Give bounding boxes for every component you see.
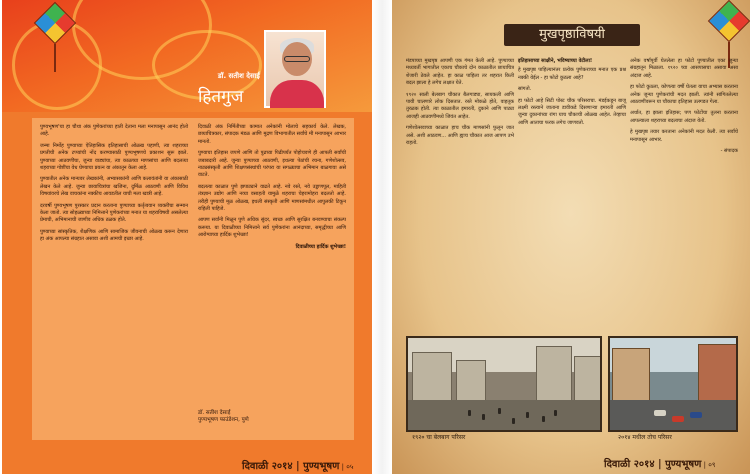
kite-icon	[708, 0, 750, 42]
paragraph: जन्मा निर्मोह पुण्याच्या ऐतिहासिक इतिहासाची ओळख पहाणी, त्या शहराच्या प्रगतीची अनेक टप्प्यांची नोंद करण्यासाठी पुण्यभूषणचे प्रकाशन सुरू झाले. पुण्याच्या आठवणींचा, जुन्या वाड्यांचा, त्या काळच्या माणसांचा आणि बदलत्या शहराच्या गोष्टींचा वेध घेण्याचा प्रयत्न या अंकातून केला आहे.	[40, 142, 188, 172]
text-column-3	[630, 58, 738, 155]
paragraph: हा फोटो आहे सिटी पोस्ट चौक परिसराचा. मंडईकडून बाजू लक्ष्मी रस्त्याने जाताना डावीकडे दिसणाऱ्या इमारती आणि जुन्या दुकानांच्या रांगा याच चौकाची ओळख आहेत. तेव्हाचा आणि आताचा फरक लगेच जाणवतो.	[518, 97, 626, 126]
subheading: इतिहासाच्या साक्षीने, भविष्याच्या वेटीला!	[518, 58, 593, 64]
paragraph: मंडपाच्या मुखपृष्ठ आपणी एक गंमत केली आहे. पुण्याच्या मध्यवर्ती भागातील एकाच चौकाचे दोन काळातील छायाचित्र शेजारी ठेवले आहेत. हा काळ पाहिला तर शहरात किती बदल झाला हे लगेच लक्षात येते.	[406, 58, 514, 87]
paragraph: पुण्याच्या सांस्कृतिक, शैक्षणिक आणि सामाजिक जीवनाची ओळख करून देणारा हा अंक आपल्या संग्रहात असावा अशी आमची इच्छा आहे.	[40, 228, 188, 243]
signature-org: पुण्यभूषण फाउंडेशन, पुणे	[198, 417, 249, 423]
author-photo	[264, 30, 326, 108]
editor-signature: - संपादक	[720, 148, 738, 155]
paragraph: हे मुखपृष्ठ पाहिल्यानंतर प्रत्येक पुणेकराच्या मनात एक प्रश्न नक्की येईल - हा फोटो कुठला आहे?	[518, 67, 626, 81]
modern-street-photo	[608, 336, 738, 432]
paragraph: पुण्याचा इतिहास जपणे आणि तो पुढच्या पिढीपर्यंत पोहोचवणे ही आपली सर्वांची जबाबदारी आहे. जुन्या पुण्याच्या आठवणी, इथल्या पेठांची रचना, गणेशोत्सव, नाट्यसंस्कृती आणि शिक्षणसंस्थांची परंपरा या सगळ्याचा अभिमान बाळगावा असे वाटते.	[198, 150, 346, 179]
magazine-name: दिवाळी २०१४ | पुण्यभूषण	[604, 459, 702, 470]
historic-street-photo	[406, 336, 602, 432]
page-gutter	[372, 0, 392, 474]
page-footer	[604, 456, 716, 470]
magazine-name: दिवाळी २०१४ | पुण्यभूषण	[242, 461, 340, 472]
section-title: हितगुज	[198, 87, 244, 107]
left-page	[2, 0, 372, 474]
text-column-1	[406, 58, 514, 151]
page-title: मुखपृष्ठाविषयी	[504, 24, 640, 46]
text-column-2	[198, 124, 346, 255]
paragraph: पुण्यातील अनेक मान्यवर लेखकांनी, अभ्यासकांनी आणि कलावंतांनी या अंकासाठी लेखन केले आहे. जुन्या छायाचित्रांचा खजिना, दुर्मिळ आठवणी आणि विविध विषयांवरचे लेख वाचकांना नक्कीच आवडतील याची मला खात्री आहे.	[40, 176, 188, 198]
paragraph: १९२० साली बेलबाग चौकात बैलगाड्या, सायकली आणि पायी चालणारे लोक दिसतात. रस्ते मोकळे होते, वाहतूक तुरळक होती. त्या काळातील इमारती, दुकाने आणि पाट्या आजही आठवणींमध्ये जिवंत आहेत.	[406, 91, 514, 120]
photo-caption: १९२० चा बेलबाग परिसर	[412, 434, 466, 441]
paragraph: हा फोटो कुठला, कोणत्या वर्षी घेतला याचा अभ्यास करताना अनेक जुन्या पुणेकरांची मदत झाली. त्यांनी सांगितलेल्या आठवणींवरून या चौकाचा इतिहास उलगडत गेला.	[630, 84, 738, 106]
paragraph: गणेशोत्सवाच्या काळात हाच चौक माणसांनी फुलून जात असे. अशी आठवण... आणि ह्याच चौकात आज आपण उभे राहतो.	[406, 125, 514, 147]
greeting: दिवाळीच्या हार्दिक शुभेच्छा!	[295, 243, 346, 250]
right-page	[392, 0, 750, 474]
paragraph: हे मुखपृष्ठ तयार करताना अनेकांनी मदत केली. त्या सर्वांचे मनापासून आभार.	[630, 129, 738, 143]
page-number: | ०५	[341, 463, 354, 471]
signature-name: डॉ. सतीश देसाई	[198, 410, 231, 416]
signature	[198, 410, 348, 424]
page-number: | ०९	[703, 461, 716, 469]
kite-tail	[54, 44, 56, 72]
text-column-2	[518, 58, 626, 131]
paragraph: पुण्यभूषण'चा हा चौथा अंक पुणेकरांच्या हाती देताना मला मनापासून आनंद होतो आहे.	[40, 124, 188, 138]
author-caption: डॉ. सतीश देसाई	[217, 72, 260, 80]
paragraph: सांगतो.	[518, 86, 532, 93]
photo-caption: २०१४ मधील तोच परिसर	[618, 434, 672, 441]
page-footer	[242, 458, 354, 472]
paragraph: दिवाळी अंक निर्मितीच्या कामात अनेकांनी मोलाचे सहकार्य केले. लेखक, छायाचित्रकार, संपादक मंडळ आणि मुद्रण विभागातील सर्वांचे मी मनापासून आभार मानतो.	[198, 124, 346, 145]
paragraph: अर्थात, हा झाला इतिहास; पण फोटोंचा तुलना करताना आपल्याला शहराच्या बदलाचा अंदाज येतो.	[630, 110, 738, 124]
paragraph: आपण सर्वांनी मिळून पुणे अधिक सुंदर, स्वच्छ आणि सुरक्षित बनवण्याचा संकल्प करूया. या दिवाळीच्या निमित्ताने सर्व पुणेकरांना आनंदाच्या, समृद्धीच्या आणि आरोग्याच्या हार्दिक शुभेच्छा!	[198, 217, 346, 239]
paragraph: अनेक वर्षांपूर्वी घेतलेला हा फोटो पुण्यातील एका जुन्या संग्रहातून मिळाला. १९२० च्या आसपासचा असावा असा अंदाज आहे.	[630, 58, 738, 79]
text-column-1	[40, 124, 188, 248]
paragraph: बदलत्या काळात पुणे झपाट्याने वाढते आहे. नवे रस्ते, नवे उड्डाणपूल, माहिती तंत्रज्ञान उद्योग आणि नव्या वसाहती यामुळे शहराचा चेहरामोहरा बदलतो आहे. तरीही पुण्याची मूळ ओळख, इथली संस्कृती आणि माणसांमधील आपुलकी टिकून राहिली पाहिजे.	[198, 183, 346, 213]
paragraph: दरवर्षी पुण्यभूषण पुरस्कार प्रदान करताना पुण्याच्या कर्तृत्ववान व्यक्तींचा सन्मान केला जातो. त्या सोहळ्याच्या निमित्ताने पुणेकरांच्या मनात या शहराविषयी असलेल्या प्रेमाची, अभिमानाची जाणीव अधिक ठळक होते.	[40, 202, 188, 224]
editorial-textbox	[32, 118, 354, 440]
